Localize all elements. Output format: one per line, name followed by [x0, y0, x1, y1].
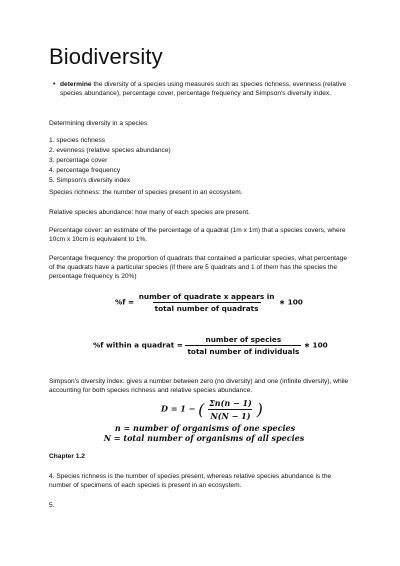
eq2-fraction	[185, 335, 301, 356]
simpson-n-definition: n = number of organisms of one species	[114, 423, 296, 433]
determining-heading: Determining diversity in a species	[49, 120, 148, 127]
simpson-N-definition: N = total number of organisms of all species	[103, 433, 305, 443]
eq3-denominator: N(N − 1)	[210, 411, 251, 421]
eq2-denominator: total number of individuals	[187, 347, 300, 356]
list-item: 5. Simpson's diversity index	[49, 177, 131, 184]
eq1-lhs: %f =	[115, 297, 135, 307]
eq2-rhs: ∗ 100	[303, 340, 328, 350]
eq3-lhs: D = 1 −	[161, 403, 196, 414]
list-item: 4. percentage frequency	[49, 167, 121, 174]
bullet-bold-word: determine	[60, 81, 92, 88]
eq1-denominator: total number of quadrats	[154, 304, 259, 313]
bullet-text: the diversity of a species using measures such as species richness, evenness (relative species abundance), percentage cover, percentage frequency and Simpson's diversity index.	[60, 81, 347, 98]
eq3-numerator: Σn(n − 1)	[209, 398, 252, 408]
answer-4: 4. Species richness is the number of species present, whereas relative species abundance is the number of specimens of each species is present in an ecosystem.	[49, 473, 332, 490]
simpson-definition: Simpson's diversity index: gives a number between zero (no diversity) and one (infinite diversity), while accounting for both species richness and relative species abundance.	[49, 378, 349, 395]
eq2-numerator: number of species	[205, 335, 282, 344]
percentage-cover-definition: Percentage cover: an estimate of the percentage of a quadrat (1m x 1m) that a species covers, where 10cm x 10cm is equivalent to 1%.	[49, 227, 346, 244]
eq2-lhs: %f within a quadrat =	[93, 340, 183, 350]
list-item: 2. evenness (relative species abundance)	[49, 147, 171, 154]
page-title: Biodiversity	[49, 44, 163, 69]
diversity-list	[49, 136, 171, 186]
eq3-fraction	[207, 398, 254, 421]
eq1-fraction	[137, 292, 277, 313]
chapter-heading: Chapter 1.2	[49, 453, 85, 460]
simpson-equation	[161, 398, 263, 421]
percent-within-quadrat-equation	[93, 335, 328, 356]
answer-5: 5.	[49, 502, 55, 509]
list-item: 1. species richness	[49, 137, 106, 144]
list-item: 3. percentage cover	[49, 157, 108, 164]
species-richness-definition: Species richness: the number of species present in an ecosystem.	[49, 189, 243, 196]
eq1-numerator: number of quadrate x appears in	[138, 292, 275, 301]
bullet-dot-icon: •	[53, 81, 56, 88]
percent-frequency-equation	[115, 292, 303, 313]
objective-bullet	[53, 80, 352, 98]
percentage-frequency-definition: Percentage frequency: the proportion of quadrats that contained a particular species, what percentage of the quadrats have a particular species (if there are 5 quadrats and 1 of them has the species the percentage frequency is 20%)	[49, 255, 348, 281]
close-paren: )	[256, 400, 263, 419]
eq1-rhs: ∗ 100	[279, 297, 303, 307]
open-paren: (	[198, 400, 205, 419]
relative-abundance-definition: Relative species abundance: how many of each species are present.	[49, 209, 250, 216]
